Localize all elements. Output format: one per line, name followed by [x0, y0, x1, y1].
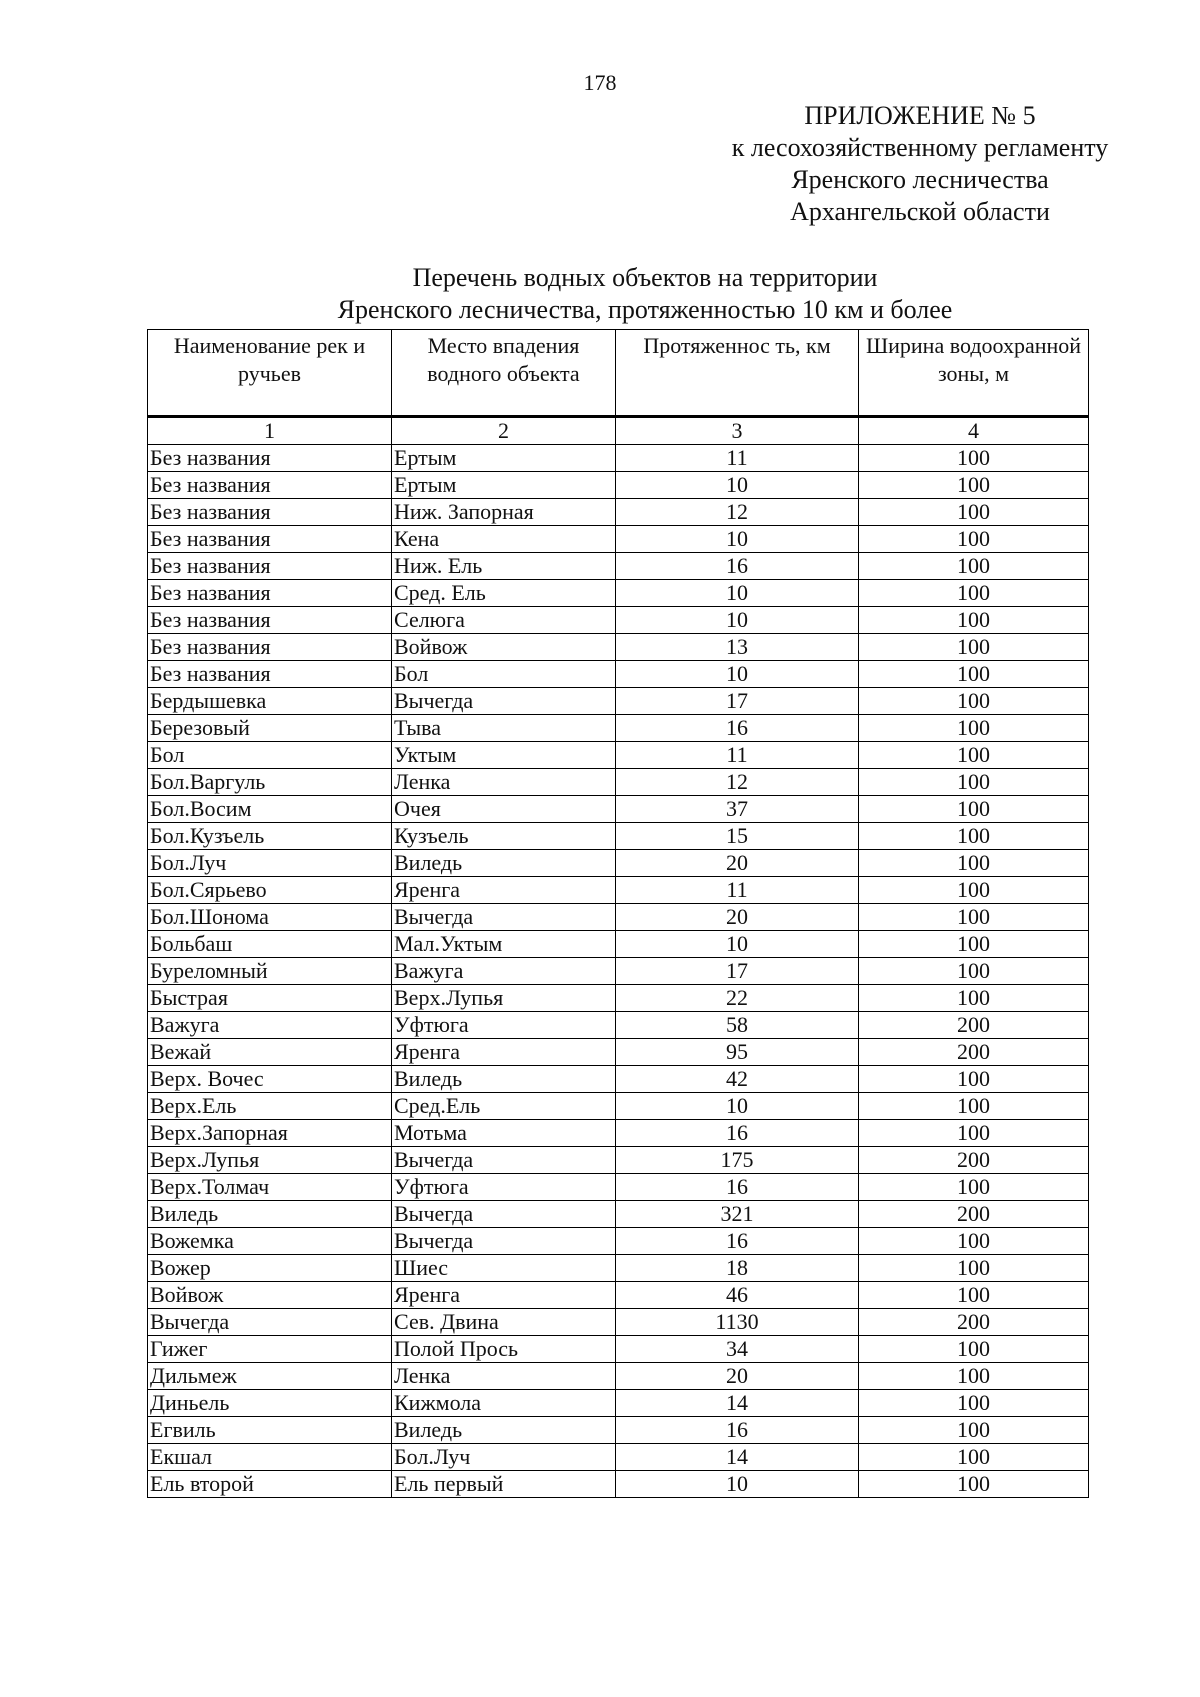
cell-length: 11: [616, 445, 859, 472]
page-number: 178: [583, 70, 617, 95]
cell-river-name: Березовый: [148, 715, 392, 742]
cell-mouth: Кена: [392, 526, 616, 553]
table-row: [148, 472, 1089, 499]
appendix-line: Яренского лесничества: [791, 165, 1049, 194]
cell-zone-width: 100: [859, 823, 1089, 850]
cell-mouth: Селюга: [392, 607, 616, 634]
column-number: 2: [392, 417, 616, 445]
table-row: [148, 1444, 1089, 1471]
cell-mouth: Сред. Ель: [392, 580, 616, 607]
cell-zone-width: 100: [859, 607, 1089, 634]
cell-river-name: Без названия: [148, 445, 392, 472]
cell-mouth: Вычегда: [392, 688, 616, 715]
cell-zone-width: 100: [859, 1066, 1089, 1093]
cell-mouth: Тыва: [392, 715, 616, 742]
cell-length: 20: [616, 1363, 859, 1390]
cell-length: 13: [616, 634, 859, 661]
cell-length: 10: [616, 1093, 859, 1120]
cell-length: 10: [616, 931, 859, 958]
appendix-line: Архангельской области: [790, 197, 1050, 226]
cell-zone-width: 100: [859, 1471, 1089, 1498]
cell-mouth: Кижмола: [392, 1390, 616, 1417]
cell-length: 175: [616, 1147, 859, 1174]
cell-mouth: Уфтюга: [392, 1012, 616, 1039]
cell-river-name: Больбаш: [148, 931, 392, 958]
cell-zone-width: 100: [859, 715, 1089, 742]
cell-mouth: Ленка: [392, 769, 616, 796]
cell-river-name: Верх. Вочес: [148, 1066, 392, 1093]
cell-length: 16: [616, 553, 859, 580]
table-row: [148, 499, 1089, 526]
cell-mouth: Виледь: [392, 1066, 616, 1093]
cell-river-name: Диньель: [148, 1390, 392, 1417]
table-row: [148, 580, 1089, 607]
table-row: [148, 688, 1089, 715]
cell-length: 16: [616, 715, 859, 742]
table-row: [148, 445, 1089, 472]
cell-length: 37: [616, 796, 859, 823]
cell-river-name: Дильмеж: [148, 1363, 392, 1390]
cell-zone-width: 100: [859, 985, 1089, 1012]
cell-zone-width: 100: [859, 742, 1089, 769]
document-title: [150, 262, 1140, 326]
table-row: [148, 1039, 1089, 1066]
cell-zone-width: 100: [859, 634, 1089, 661]
title-line: Перечень водных объектов на территории: [412, 263, 878, 292]
cell-mouth: Мал.Уктым: [392, 931, 616, 958]
cell-mouth: Яренга: [392, 877, 616, 904]
cell-length: 11: [616, 877, 859, 904]
cell-length: 16: [616, 1228, 859, 1255]
cell-mouth: Виледь: [392, 1417, 616, 1444]
cell-zone-width: 100: [859, 688, 1089, 715]
table-row: [148, 1093, 1089, 1120]
cell-mouth: Бол.Луч: [392, 1444, 616, 1471]
cell-mouth: Верх.Лупья: [392, 985, 616, 1012]
column-number: 3: [616, 417, 859, 445]
cell-length: 34: [616, 1336, 859, 1363]
cell-mouth: Ниж. Запорная: [392, 499, 616, 526]
cell-mouth: Полой Прось: [392, 1336, 616, 1363]
cell-river-name: Бол.Луч: [148, 850, 392, 877]
cell-length: 10: [616, 526, 859, 553]
cell-zone-width: 100: [859, 796, 1089, 823]
cell-mouth: Кузъель: [392, 823, 616, 850]
cell-river-name: Бол: [148, 742, 392, 769]
cell-river-name: Бол.Сярьево: [148, 877, 392, 904]
cell-river-name: Ель второй: [148, 1471, 392, 1498]
cell-mouth: Ленка: [392, 1363, 616, 1390]
cell-river-name: Егвиль: [148, 1417, 392, 1444]
cell-mouth: Виледь: [392, 850, 616, 877]
table-row: [148, 1174, 1089, 1201]
cell-zone-width: 100: [859, 1093, 1089, 1120]
column-header-zone-width: Ширина водоохранной зоны, м: [859, 330, 1089, 417]
table-row: [148, 1336, 1089, 1363]
cell-zone-width: 100: [859, 1255, 1089, 1282]
cell-river-name: Без названия: [148, 634, 392, 661]
title-line: Яренского лесничества, протяженностью 10 км и более: [337, 295, 953, 324]
cell-zone-width: 100: [859, 1174, 1089, 1201]
cell-river-name: Без названия: [148, 499, 392, 526]
table-row: [148, 715, 1089, 742]
cell-length: 16: [616, 1120, 859, 1147]
table-row: [148, 796, 1089, 823]
cell-river-name: Вожемка: [148, 1228, 392, 1255]
cell-mouth: Ертым: [392, 472, 616, 499]
cell-mouth: Вычегда: [392, 904, 616, 931]
cell-mouth: Яренга: [392, 1039, 616, 1066]
cell-mouth: Ертым: [392, 445, 616, 472]
cell-length: 16: [616, 1174, 859, 1201]
cell-mouth: Вычегда: [392, 1147, 616, 1174]
cell-river-name: Бол.Кузъель: [148, 823, 392, 850]
cell-river-name: Екшал: [148, 1444, 392, 1471]
cell-length: 46: [616, 1282, 859, 1309]
cell-zone-width: 100: [859, 958, 1089, 985]
cell-river-name: Верх.Лупья: [148, 1147, 392, 1174]
table-row: [148, 742, 1089, 769]
cell-zone-width: 100: [859, 553, 1089, 580]
table-row: [148, 1309, 1089, 1336]
cell-zone-width: 100: [859, 1282, 1089, 1309]
table-row: [148, 985, 1089, 1012]
cell-river-name: Виледь: [148, 1201, 392, 1228]
table-row: [148, 823, 1089, 850]
cell-zone-width: 100: [859, 499, 1089, 526]
cell-mouth: Войвож: [392, 634, 616, 661]
cell-length: 1130: [616, 1309, 859, 1336]
table-row: [148, 904, 1089, 931]
cell-zone-width: 100: [859, 1444, 1089, 1471]
table-row: [148, 526, 1089, 553]
table-row: [148, 661, 1089, 688]
column-header-name: Наименование рек и ручьев: [148, 330, 392, 417]
cell-zone-width: 100: [859, 769, 1089, 796]
cell-zone-width: 100: [859, 472, 1089, 499]
cell-mouth: Шиес: [392, 1255, 616, 1282]
cell-river-name: Бол.Восим: [148, 796, 392, 823]
table-row: [148, 553, 1089, 580]
waterbodies-table: [147, 329, 1089, 1498]
cell-zone-width: 100: [859, 1120, 1089, 1147]
appendix-block: [700, 100, 1140, 228]
cell-length: 58: [616, 1012, 859, 1039]
table-row: [148, 1147, 1089, 1174]
cell-zone-width: 200: [859, 1012, 1089, 1039]
cell-river-name: Без названия: [148, 661, 392, 688]
cell-length: 20: [616, 904, 859, 931]
column-number-row: [148, 417, 1089, 445]
cell-river-name: Вожер: [148, 1255, 392, 1282]
table-row: [148, 850, 1089, 877]
table-row: [148, 634, 1089, 661]
table-body: [148, 445, 1089, 1498]
cell-length: 14: [616, 1390, 859, 1417]
cell-mouth: Сред.Ель: [392, 1093, 616, 1120]
cell-length: 12: [616, 499, 859, 526]
table-row: [148, 1120, 1089, 1147]
cell-river-name: Бердышевка: [148, 688, 392, 715]
cell-river-name: Без названия: [148, 472, 392, 499]
cell-length: 10: [616, 661, 859, 688]
column-number: 1: [148, 417, 392, 445]
cell-length: 95: [616, 1039, 859, 1066]
cell-length: 10: [616, 472, 859, 499]
table-row: [148, 1255, 1089, 1282]
cell-river-name: Верх.Ель: [148, 1093, 392, 1120]
column-header-length: Протяженнос ть, км: [616, 330, 859, 417]
cell-river-name: Бол.Шонома: [148, 904, 392, 931]
table-row: [148, 769, 1089, 796]
cell-river-name: Важуга: [148, 1012, 392, 1039]
cell-length: 321: [616, 1201, 859, 1228]
cell-mouth: Мотьма: [392, 1120, 616, 1147]
cell-river-name: Гижег: [148, 1336, 392, 1363]
cell-length: 10: [616, 580, 859, 607]
cell-length: 12: [616, 769, 859, 796]
cell-zone-width: 100: [859, 661, 1089, 688]
cell-zone-width: 100: [859, 904, 1089, 931]
table-row: [148, 1282, 1089, 1309]
cell-river-name: Без названия: [148, 526, 392, 553]
cell-river-name: Без названия: [148, 580, 392, 607]
cell-length: 42: [616, 1066, 859, 1093]
cell-zone-width: 100: [859, 1363, 1089, 1390]
cell-river-name: Без названия: [148, 553, 392, 580]
cell-zone-width: 100: [859, 850, 1089, 877]
cell-zone-width: 100: [859, 1228, 1089, 1255]
table-row: [148, 958, 1089, 985]
cell-zone-width: 100: [859, 1390, 1089, 1417]
cell-river-name: Верх.Запорная: [148, 1120, 392, 1147]
cell-zone-width: 100: [859, 445, 1089, 472]
cell-zone-width: 100: [859, 526, 1089, 553]
cell-river-name: Буреломный: [148, 958, 392, 985]
cell-river-name: Войвож: [148, 1282, 392, 1309]
table-row: [148, 1228, 1089, 1255]
table-row: [148, 1363, 1089, 1390]
table-header-row: [148, 330, 1089, 417]
cell-zone-width: 200: [859, 1201, 1089, 1228]
table-row: [148, 1012, 1089, 1039]
cell-length: 15: [616, 823, 859, 850]
cell-river-name: Вычегда: [148, 1309, 392, 1336]
cell-mouth: Очея: [392, 796, 616, 823]
table-row: [148, 1471, 1089, 1498]
table-row: [148, 1066, 1089, 1093]
cell-mouth: Сев. Двина: [392, 1309, 616, 1336]
cell-zone-width: 100: [859, 1417, 1089, 1444]
cell-river-name: Бол.Варгуль: [148, 769, 392, 796]
column-number: 4: [859, 417, 1089, 445]
cell-mouth: Уктым: [392, 742, 616, 769]
cell-mouth: Ниж. Ель: [392, 553, 616, 580]
cell-mouth: Вычегда: [392, 1201, 616, 1228]
cell-length: 11: [616, 742, 859, 769]
cell-mouth: Вычегда: [392, 1228, 616, 1255]
table-row: [148, 931, 1089, 958]
table-row: [148, 1201, 1089, 1228]
cell-length: 14: [616, 1444, 859, 1471]
column-header-mouth: Место впадения водного объекта: [392, 330, 616, 417]
cell-mouth: Бол: [392, 661, 616, 688]
cell-zone-width: 100: [859, 580, 1089, 607]
table-row: [148, 1417, 1089, 1444]
cell-zone-width: 100: [859, 1336, 1089, 1363]
cell-length: 17: [616, 688, 859, 715]
cell-zone-width: 200: [859, 1147, 1089, 1174]
cell-length: 10: [616, 607, 859, 634]
table-row: [148, 607, 1089, 634]
cell-river-name: Без названия: [148, 607, 392, 634]
cell-length: 10: [616, 1471, 859, 1498]
cell-zone-width: 200: [859, 1039, 1089, 1066]
appendix-title: ПРИЛОЖЕНИЕ № 5: [804, 101, 1036, 130]
cell-length: 17: [616, 958, 859, 985]
table-row: [148, 877, 1089, 904]
cell-length: 20: [616, 850, 859, 877]
cell-mouth: Уфтюга: [392, 1174, 616, 1201]
cell-length: 18: [616, 1255, 859, 1282]
appendix-line: к лесохозяйственному регламенту: [731, 133, 1109, 162]
cell-length: 22: [616, 985, 859, 1012]
cell-mouth: Ель первый: [392, 1471, 616, 1498]
cell-river-name: Быстрая: [148, 985, 392, 1012]
cell-river-name: Верх.Толмач: [148, 1174, 392, 1201]
cell-zone-width: 200: [859, 1309, 1089, 1336]
cell-zone-width: 100: [859, 931, 1089, 958]
cell-river-name: Вежай: [148, 1039, 392, 1066]
cell-zone-width: 100: [859, 877, 1089, 904]
cell-mouth: Важуга: [392, 958, 616, 985]
cell-length: 16: [616, 1417, 859, 1444]
cell-mouth: Яренга: [392, 1282, 616, 1309]
table-row: [148, 1390, 1089, 1417]
